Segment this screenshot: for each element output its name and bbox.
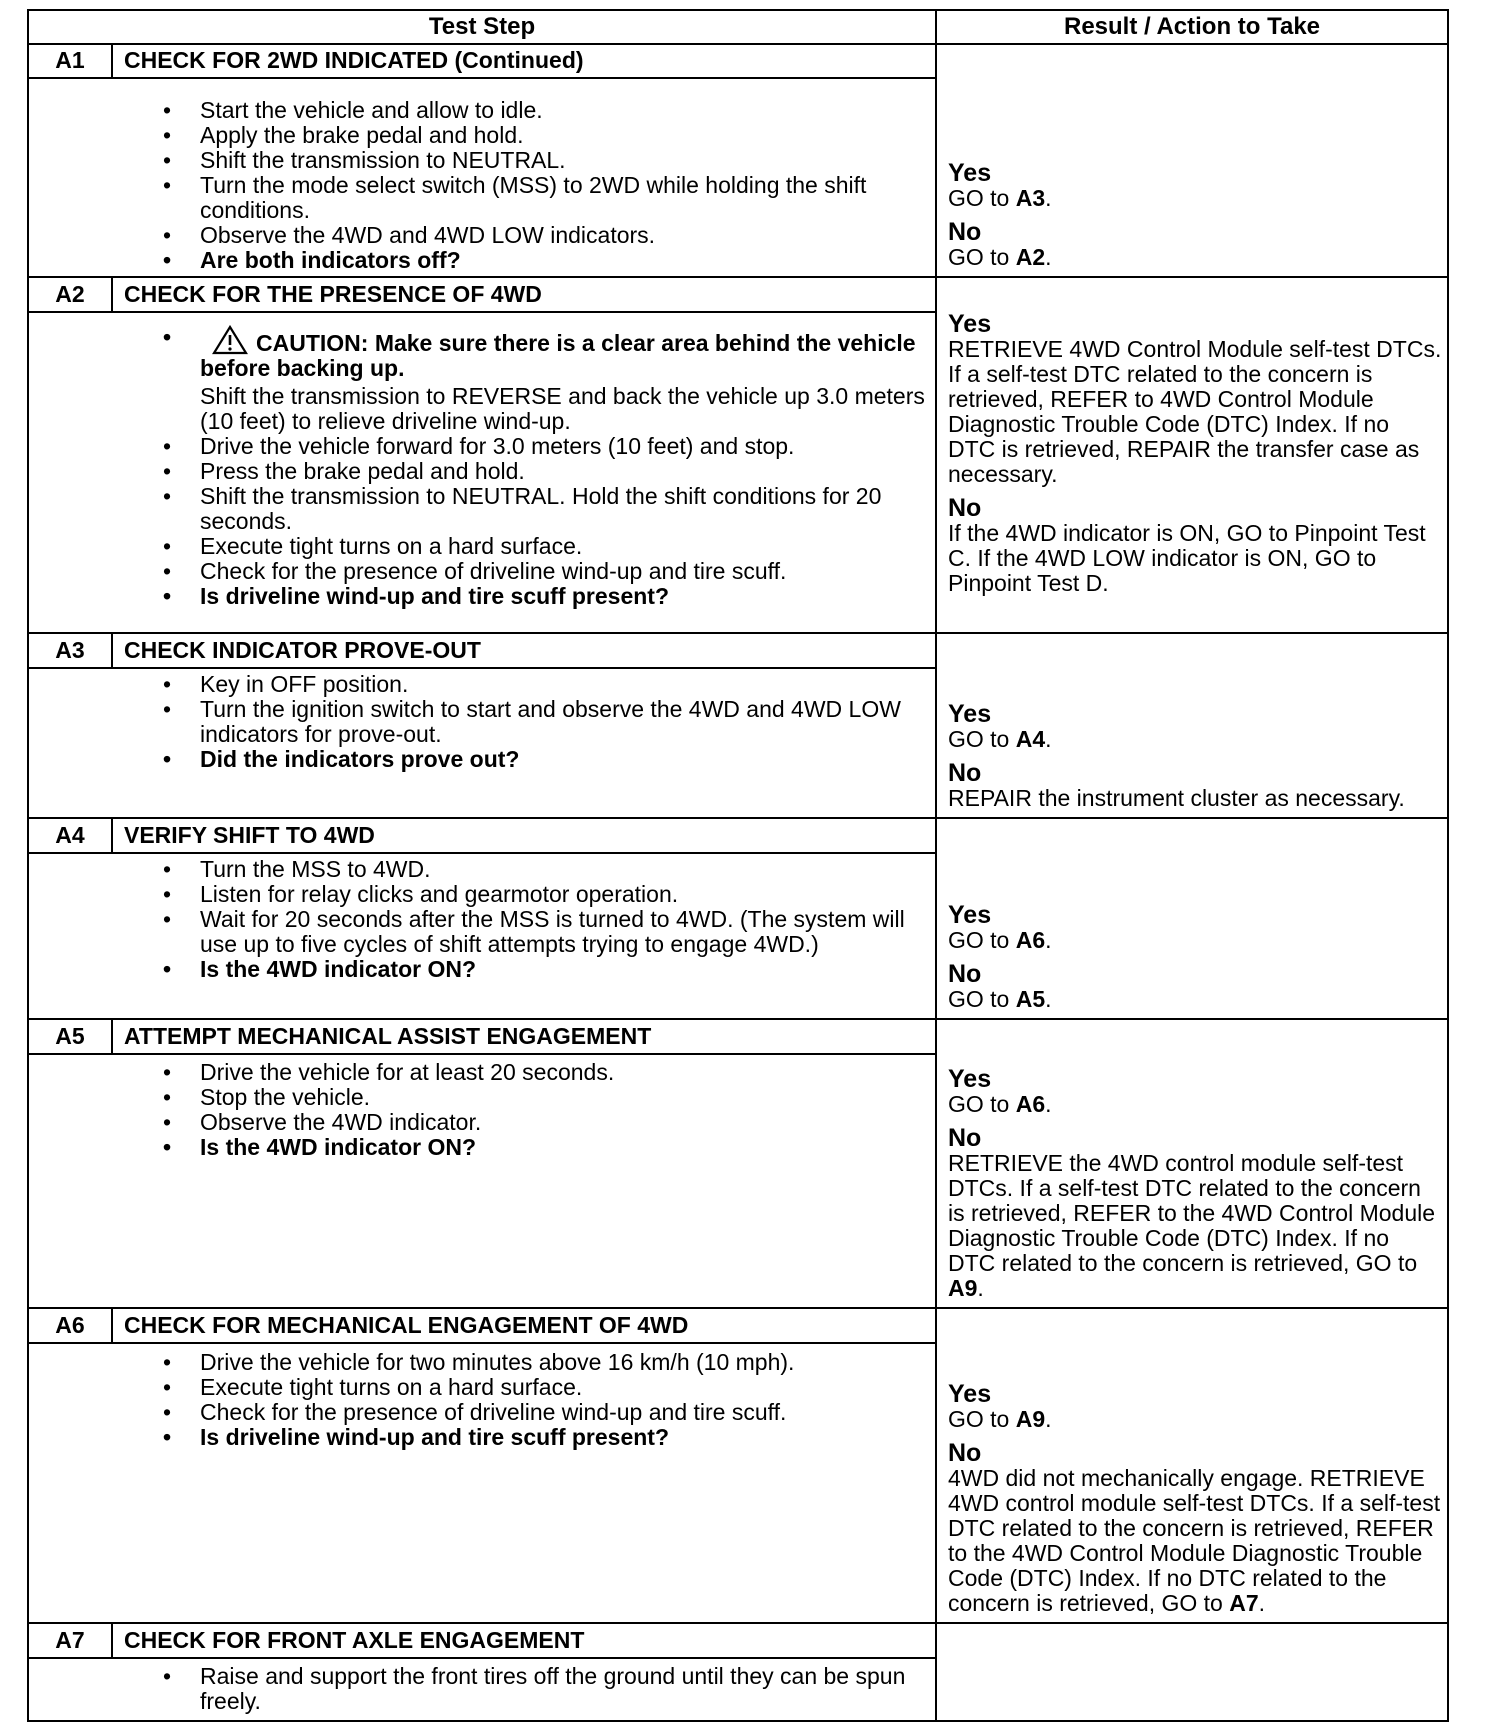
step-id: A2 xyxy=(28,277,112,312)
step-title: CHECK INDICATOR PROVE-OUT xyxy=(112,633,936,668)
step-title: CHECK FOR FRONT AXLE ENGAGEMENT xyxy=(112,1623,936,1658)
list-item: Shift the transmission to REVERSE and back the vehicle up 3.0 meters (10 feet) to relieve driveline wind-up. xyxy=(200,382,925,434)
step-id: A1 xyxy=(28,44,112,79)
no-action: GO to A2. xyxy=(948,244,1052,271)
list-item: • Check for the presence of driveline wind-up and tire scuff. xyxy=(200,1400,927,1425)
step-id: A3 xyxy=(28,633,112,668)
header-row xyxy=(28,10,1448,44)
step-reference: A9 xyxy=(948,1275,978,1302)
list-item-question: • Are both indicators off? xyxy=(200,248,927,273)
yes-label: Yes xyxy=(948,1065,992,1094)
list-item: • Turn the mode select switch (MSS) to 2WD while holding the shift conditions. xyxy=(200,173,927,223)
step-a7-instructions xyxy=(112,1658,936,1721)
list-item-question: • Did the indicators prove out? xyxy=(200,747,927,772)
list-item: • Turn the MSS to 4WD. xyxy=(200,857,927,882)
list-item: • Observe the 4WD and 4WD LOW indicators. xyxy=(200,223,927,248)
list-item: • Wait for 20 seconds after the MSS is turned to 4WD. (The system will use up to five cycles of shift attempts trying to engage 4WD.) xyxy=(200,907,927,957)
list-item-question: • Is the 4WD indicator ON? xyxy=(200,1135,927,1160)
step-a7-title-row xyxy=(28,1623,1448,1658)
no-action: REPAIR the instrument cluster as necessary. xyxy=(948,785,1405,812)
step-reference: A4 xyxy=(1015,726,1046,753)
step-id: A6 xyxy=(28,1308,112,1343)
header-test-step: Test Step xyxy=(28,10,936,44)
list-item: • Press the brake pedal and hold. xyxy=(200,459,927,484)
yes-action: GO to A9. xyxy=(948,1406,1052,1433)
step-a6-instructions xyxy=(112,1343,936,1624)
list-item-question: • Is the 4WD indicator ON? xyxy=(200,957,927,982)
yes-action: GO to A6. xyxy=(948,927,1052,954)
list-item: • Execute tight turns on a hard surface. xyxy=(200,534,927,559)
step-reference: A5 xyxy=(1015,986,1046,1013)
yes-label: Yes xyxy=(948,901,992,930)
header-result-action: Result / Action to Take xyxy=(936,10,1448,44)
list-item: • Shift the transmission to NEUTRAL. Hold the shift conditions for 20 seconds. xyxy=(200,484,927,534)
caution-note: • CAUTION: Make sure there is a clear area behind the vehicle before backing up. xyxy=(200,325,927,381)
step-a3-result xyxy=(936,633,1448,818)
step-reference: A7 xyxy=(1229,1590,1259,1617)
list-item: • Execute tight turns on a hard surface. xyxy=(200,1375,927,1400)
no-action: 4WD did not mechanically engage. RETRIEVE 4WD control module self-test DTCs. If a self-test DTC related to the concern is retrieved, REFER to the 4WD Control Module Diagnostic Trouble Code (DTC) Index. If no DTC related to the concern is retrieved, GO to A7. xyxy=(948,1465,1441,1617)
step-reference: A9 xyxy=(1015,1406,1046,1433)
yes-label: Yes xyxy=(948,309,992,338)
list-item: • Drive the vehicle for two minutes above 16 km/h (10 mph). xyxy=(200,1350,927,1375)
list-item: • Check for the presence of driveline wind-up and tire scuff. xyxy=(200,559,927,584)
step-a3-title-row xyxy=(28,633,1448,668)
list-item: • Key in OFF position. xyxy=(200,672,927,697)
list-item: • Raise and support the front tires off the ground until they can be spun freely. xyxy=(200,1664,927,1714)
step-a1-instructions xyxy=(112,78,936,277)
no-action: RETRIEVE the 4WD control module self-test DTCs. If a self-test DTC related to the concern is retrieved, REFER to the 4WD Control Module Diagnostic Trouble Code (DTC) Index. If no DTC related to the concern is retrieved, GO to A9. xyxy=(948,1150,1436,1302)
step-a4-title-row xyxy=(28,818,1448,853)
step-a5-title-row xyxy=(28,1019,1448,1054)
warning-triangle-icon xyxy=(212,325,248,355)
step-a4-result xyxy=(936,818,1448,1019)
yes-action: GO to A3. xyxy=(948,185,1052,212)
list-item: • Turn the ignition switch to start and observe the 4WD and 4WD LOW indicators for prove-out. xyxy=(200,697,927,747)
list-item-question: • Is driveline wind-up and tire scuff present? xyxy=(200,1425,927,1450)
no-action: If the 4WD indicator is ON, GO to Pinpoint Test C. If the 4WD LOW indicator is ON, GO to Pinpoint Test D. xyxy=(948,519,1426,596)
yes-label: Yes xyxy=(948,159,992,188)
step-title: VERIFY SHIFT TO 4WD xyxy=(112,818,936,853)
step-title: ATTEMPT MECHANICAL ASSIST ENGAGEMENT xyxy=(112,1019,936,1054)
step-reference: A3 xyxy=(1015,185,1046,212)
step-a6-title-row xyxy=(28,1308,1448,1343)
step-title: CHECK FOR 2WD INDICATED (Continued) xyxy=(112,44,936,79)
step-id: A4 xyxy=(28,818,112,853)
no-label: No xyxy=(948,1439,982,1468)
yes-label: Yes xyxy=(948,700,992,729)
no-label: No xyxy=(948,1124,982,1153)
step-a5-instructions xyxy=(112,1054,936,1308)
step-a2-instructions xyxy=(112,312,936,633)
no-label: No xyxy=(948,218,982,247)
list-item: • Observe the 4WD indicator. xyxy=(200,1110,927,1135)
list-item: • Stop the vehicle. xyxy=(200,1085,927,1110)
step-a1-result xyxy=(936,44,1448,278)
step-a2-title-row xyxy=(28,277,1448,312)
step-a1-title-row xyxy=(28,44,1448,79)
step-id: A5 xyxy=(28,1019,112,1054)
step-a3-instructions xyxy=(112,668,936,818)
step-a7-result xyxy=(936,1623,1448,1721)
no-label: No xyxy=(948,759,982,788)
yes-action: GO to A4. xyxy=(948,726,1052,753)
step-a2-result xyxy=(936,277,1448,633)
step-a4-instructions xyxy=(112,853,936,1020)
step-title: CHECK FOR THE PRESENCE OF 4WD xyxy=(112,277,936,312)
yes-action: GO to A6. xyxy=(948,1091,1052,1118)
step-reference: A2 xyxy=(1015,244,1046,271)
step-id: A7 xyxy=(28,1623,112,1658)
no-label: No xyxy=(948,960,982,989)
step-a6-result xyxy=(936,1308,1448,1623)
yes-label: Yes xyxy=(948,1380,992,1409)
list-item: • Drive the vehicle for at least 20 seconds. xyxy=(200,1060,927,1085)
step-a5-result xyxy=(936,1019,1448,1308)
diagnostic-table xyxy=(27,9,1449,1722)
list-item: • Drive the vehicle forward for 3.0 meters (10 feet) and stop. xyxy=(200,434,927,459)
no-action: GO to A5. xyxy=(948,986,1052,1013)
list-item: • Listen for relay clicks and gearmotor operation. xyxy=(200,882,927,907)
yes-action: RETRIEVE 4WD Control Module self-test DTCs. If a self-test DTC related to the concern is retrieved, REFER to 4WD Control Module Diagnostic Trouble Code (DTC) Index. If no DTC is retrieved, REPAIR the transfer case as necessary. xyxy=(948,335,1442,487)
step-reference: A6 xyxy=(1015,1091,1046,1118)
list-item: • Shift the transmission to NEUTRAL. xyxy=(200,148,927,173)
list-item: • Apply the brake pedal and hold. xyxy=(200,123,927,148)
step-reference: A6 xyxy=(1015,927,1046,954)
step-title: CHECK FOR MECHANICAL ENGAGEMENT OF 4WD xyxy=(112,1308,936,1343)
list-item: • Start the vehicle and allow to idle. xyxy=(200,98,927,123)
list-item-question: • Is driveline wind-up and tire scuff present? xyxy=(200,584,927,609)
no-label: No xyxy=(948,493,982,522)
